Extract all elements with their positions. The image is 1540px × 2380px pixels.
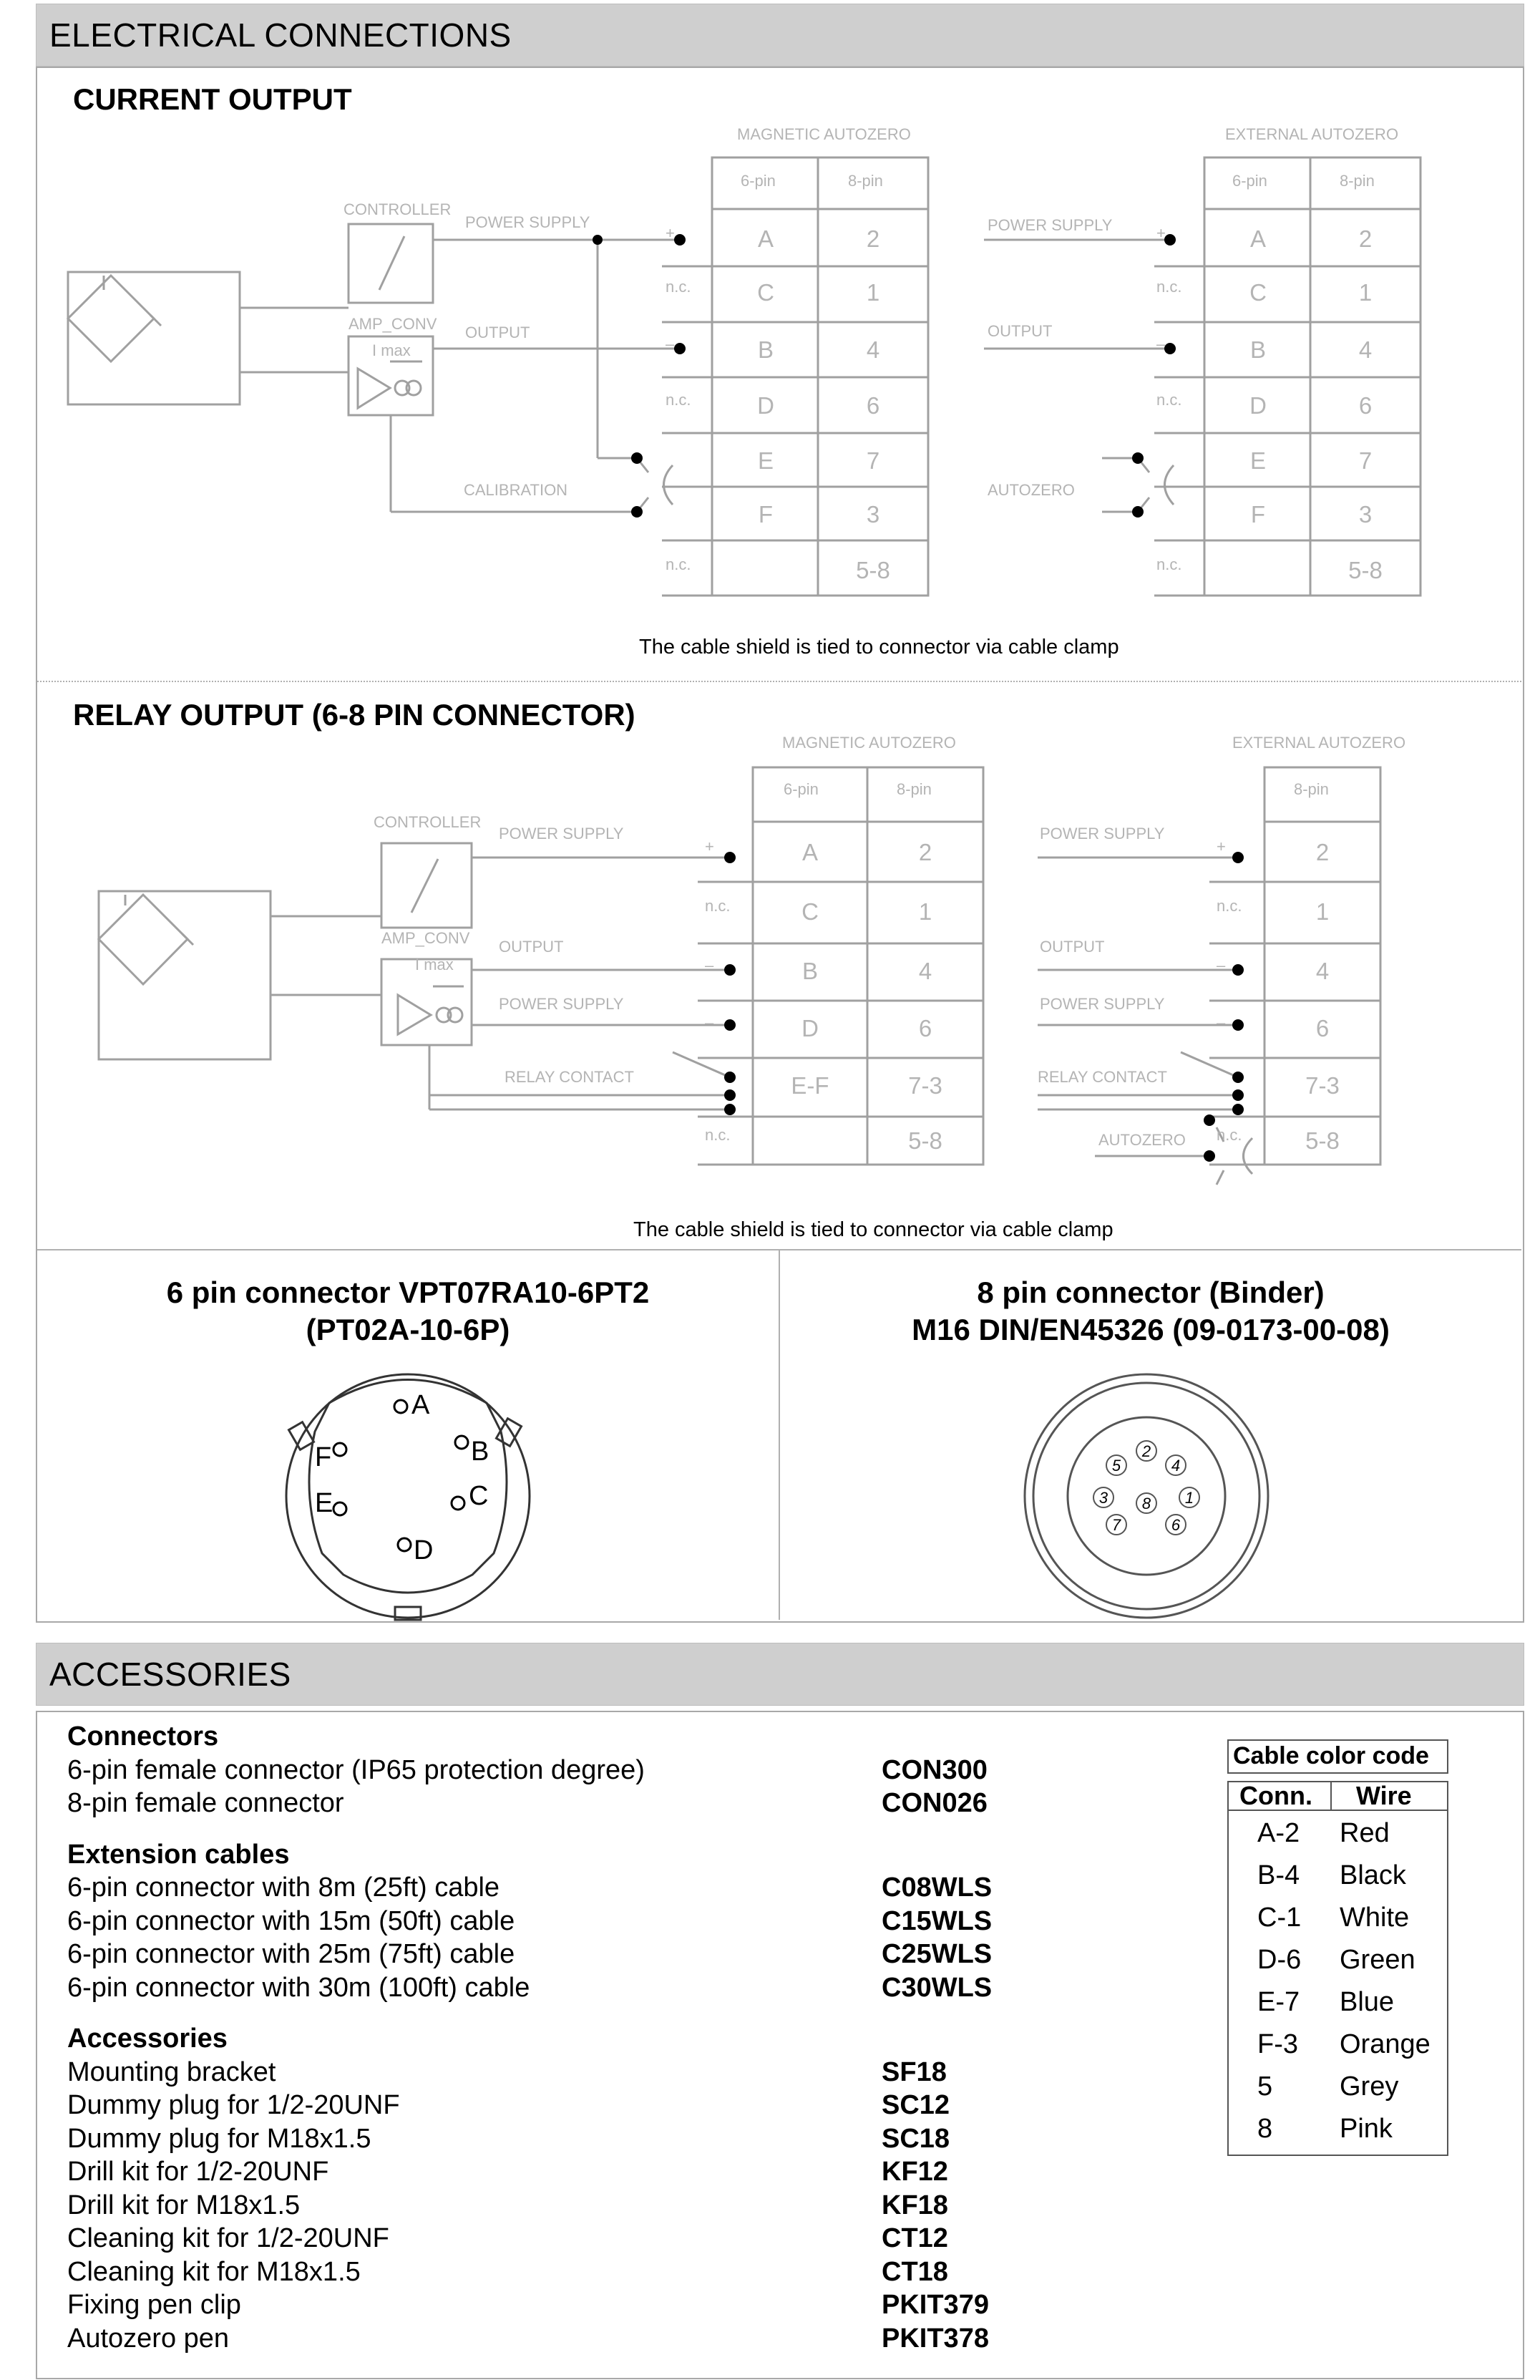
ext-pin6-cell: A [1249, 225, 1267, 252]
pin-6-label: C [469, 1481, 489, 1511]
accessory-item-code: CON300 [882, 1754, 988, 1785]
accessory-group-title: Extension cables [67, 1839, 290, 1870]
accessory-item-code: C15WLS [882, 1905, 993, 1936]
color-code-wire: Red [1340, 1818, 1390, 1848]
relay-autozero-label: AUTOZERO [1098, 1131, 1186, 1149]
color-code-wire: Orange [1340, 2029, 1431, 2059]
ext-pin6-cell: C [1249, 279, 1267, 306]
relay-col-8pin: 8-pin [897, 780, 932, 798]
cable-color-code-title-box [1227, 1739, 1448, 1774]
electrical-header-title: ELECTRICAL CONNECTIONS [49, 16, 512, 54]
accessory-item-label: Drill kit for 1/2-20UNF [67, 2157, 329, 2187]
col-8pin-ext: 8-pin [1340, 172, 1375, 190]
color-code-wire: Blue [1340, 1987, 1395, 2017]
ext-pin8-cell: 5-8 [1348, 557, 1383, 583]
relay-pin6-cell: A [801, 839, 819, 865]
relay-pin8-cell: 1 [918, 898, 932, 925]
accessory-item-label: Drill kit for M18x1.5 [67, 2190, 301, 2220]
relay-row-mark: n.c. [705, 897, 731, 915]
output-label: OUTPUT [465, 324, 530, 341]
ext-pin6-cell: D [1249, 392, 1267, 419]
relay-row-mark-ext: n.c. [1217, 897, 1242, 915]
magnetic-autozero-label: MAGNETIC AUTOZERO [737, 125, 911, 143]
pin-6-label: D [414, 1535, 434, 1565]
relay-pin6-cell: E-F [791, 1072, 829, 1099]
i-max-label: I max [372, 341, 411, 359]
autozero-label: AUTOZERO [988, 481, 1075, 499]
accessory-item-label: Autozero pen [67, 2323, 230, 2354]
color-code-conn: F-3 [1257, 2029, 1298, 2059]
ext-pin8-cell: 6 [1358, 392, 1373, 419]
accessory-group-title: Connectors [67, 1721, 219, 1752]
relay-output-note: The cable shield is tied to connector via cable clamp [633, 1218, 1113, 1241]
accessory-item-label: 6-pin connector with 15m (50ft) cable [67, 1905, 515, 1936]
col-8pin: 8-pin [848, 172, 883, 190]
pin-6-hole [333, 1502, 346, 1515]
relay-pin8-cell: 2 [918, 839, 932, 865]
pin-8-label: 5 [1111, 1457, 1121, 1475]
pin6-cell: C [757, 279, 774, 306]
row-mark: n.c. [666, 278, 691, 296]
color-code-wire: Pink [1340, 2114, 1393, 2144]
pin-8-label: 8 [1141, 1495, 1151, 1512]
relay-ext-pin8-cell: 4 [1315, 958, 1330, 984]
row-mark: – [666, 335, 675, 353]
pin-6-hole [394, 1400, 407, 1413]
relay-ext-pin8-cell: 5-8 [1305, 1127, 1340, 1154]
accessory-item-code: CT18 [882, 2256, 948, 2287]
relay-contact-label: RELAY CONTACT [505, 1068, 634, 1086]
accessories-header-title: ACCESSORIES [49, 1656, 291, 1693]
calibration-label: CALIBRATION [464, 481, 568, 499]
accessory-item-label: 6-pin female connector (IP65 protection degree) [67, 1754, 645, 1785]
power-supply-label: POWER SUPPLY [465, 213, 590, 231]
relay-pin6-cell: B [801, 958, 819, 984]
external-autozero-label: EXTERNAL AUTOZERO [1225, 125, 1399, 143]
pin-8-label: 4 [1171, 1457, 1181, 1475]
relay-ext-pin8-cell: 1 [1315, 898, 1330, 925]
amp-conv-label: AMP_CONV [349, 315, 437, 333]
relay-ext-pin8-cell: 6 [1315, 1015, 1330, 1041]
pin8-cell: 7 [866, 447, 880, 474]
ext-pin6-cell: F [1250, 501, 1266, 528]
relay-ext-pin8-cell: 2 [1315, 839, 1330, 865]
accessory-item-code: SC12 [882, 2090, 950, 2120]
col-conn-header: Conn. [1239, 1781, 1312, 1810]
relay-i-max-label: I max [415, 956, 454, 973]
relay-pin6-cell: D [801, 1015, 819, 1041]
relay-pin8-cell: 5-8 [908, 1127, 942, 1154]
pin-6-label: A [411, 1390, 430, 1420]
relay-row-mark-ext: – [1217, 1014, 1226, 1031]
row-mark-ext: n.c. [1156, 391, 1182, 409]
color-code-conn: D-6 [1257, 1945, 1302, 1975]
pin6-cell: F [758, 501, 774, 528]
pin-6-label: E [315, 1488, 333, 1518]
accessory-item-label: Fixing pen clip [67, 2290, 241, 2320]
current-output-title: CURRENT OUTPUT [73, 82, 352, 116]
accessory-item-label: Cleaning kit for M18x1.5 [67, 2256, 361, 2287]
accessory-item-code: PKIT378 [882, 2323, 989, 2354]
col-wire-header: Wire [1356, 1781, 1412, 1810]
relay-row-mark-ext: – [1217, 956, 1226, 974]
relay-external-autozero-label: EXTERNAL AUTOZERO [1232, 734, 1406, 752]
pin6-cell: A [757, 225, 774, 252]
relay-amp-conv-label: AMP_CONV [381, 929, 470, 947]
pin-8-label: 3 [1098, 1489, 1108, 1507]
relay-power-supply-label: POWER SUPPLY [499, 825, 624, 842]
pin-6-hole [455, 1436, 468, 1449]
relay-output-label: OUTPUT [499, 938, 564, 956]
pin-8-label: 1 [1184, 1489, 1194, 1507]
relay-power-supply-label-2: POWER SUPPLY [499, 995, 624, 1013]
current-output-note: The cable shield is tied to connector via cable clamp [639, 636, 1119, 659]
pin8-cell: 4 [866, 336, 880, 363]
accessory-item-label: Dummy plug for 1/2-20UNF [67, 2090, 400, 2120]
row-mark-ext: + [1156, 224, 1166, 242]
ext-pin8-cell: 4 [1358, 336, 1373, 363]
table-column-divider [1330, 1782, 1332, 1810]
accessory-item-code: C30WLS [882, 1972, 993, 2003]
pin-8-label: 2 [1141, 1442, 1151, 1460]
relay-output-title: RELAY OUTPUT (6-8 PIN CONNECTOR) [73, 698, 635, 732]
accessory-item-code: KF12 [882, 2157, 948, 2187]
col-6pin-ext: 6-pin [1232, 172, 1267, 190]
color-code-wire: White [1340, 1903, 1410, 1933]
row-mark-ext: n.c. [1156, 555, 1182, 573]
relay-ext-pin8-cell: 7-3 [1305, 1072, 1340, 1099]
accessory-group-title: Accessories [67, 2024, 228, 2054]
accessory-item-label: Mounting bracket [67, 2056, 276, 2087]
col-6pin: 6-pin [741, 172, 776, 190]
pin8-cell: 6 [866, 392, 880, 419]
pin-8-label: 7 [1111, 1516, 1121, 1534]
relay-controller-label: CONTROLLER [374, 813, 482, 831]
accessory-item-label: Cleaning kit for 1/2-20UNF [67, 2223, 389, 2253]
pin-6-label: F [315, 1442, 332, 1472]
relay-power-supply-label-ext-2: POWER SUPPLY [1040, 995, 1165, 1013]
relay-output-label-ext: OUTPUT [1040, 938, 1105, 956]
output-label-ext: OUTPUT [988, 322, 1053, 340]
pin-8-label: 6 [1171, 1516, 1181, 1534]
accessory-item-label: 6-pin connector with 30m (100ft) cable [67, 1972, 530, 2003]
row-mark: n.c. [666, 555, 691, 573]
accessory-item-label: 6-pin connector with 8m (25ft) cable [67, 1873, 500, 1903]
relay-col-8pin-ext: 8-pin [1294, 780, 1329, 798]
connector-6-title-line2: (PT02A-10-6P) [306, 1313, 510, 1346]
cable-color-code-title: Cable color code [1233, 1742, 1429, 1769]
cable-color-code-table [1227, 1781, 1448, 2156]
relay-contact-label-ext: RELAY CONTACT [1038, 1068, 1167, 1086]
accessory-item-label: Dummy plug for M18x1.5 [67, 2123, 371, 2154]
connector-6-title-line1: 6 pin connector VPT07RA10-6PT2 [166, 1276, 650, 1309]
pin6-cell: D [757, 392, 774, 419]
color-code-conn: B-4 [1257, 1860, 1300, 1890]
row-mark: + [666, 224, 675, 242]
ext-pin8-cell: 1 [1358, 279, 1373, 306]
accessory-item-code: SC18 [882, 2123, 950, 2154]
ext-pin8-cell: 2 [1358, 225, 1373, 252]
color-code-wire: Grey [1340, 2071, 1399, 2102]
accessory-item-code: KF18 [882, 2190, 948, 2220]
power-supply-label-ext: POWER SUPPLY [988, 216, 1113, 234]
pin8-cell: 1 [866, 279, 880, 306]
pin6-cell: B [757, 336, 774, 363]
relay-row-mark: + [705, 837, 714, 855]
ext-pin8-cell: 7 [1358, 447, 1373, 474]
relay-row-mark: – [705, 1014, 714, 1031]
pin-6-hole [333, 1443, 346, 1456]
ext-pin8-cell: 3 [1358, 501, 1373, 528]
relay-pin8-cell: 7-3 [908, 1072, 942, 1099]
color-code-conn: A-2 [1257, 1818, 1300, 1848]
relay-row-mark-ext: n.c. [1217, 1126, 1242, 1144]
accessory-item-code: PKIT379 [882, 2290, 989, 2320]
relay-row-mark: n.c. [705, 1126, 731, 1144]
accessory-item-code: C25WLS [882, 1939, 993, 1969]
color-code-conn: 5 [1257, 2071, 1273, 2102]
accessory-item-label: 8-pin female connector [67, 1788, 344, 1818]
accessory-item-code: CT12 [882, 2223, 948, 2253]
accessory-item-code: CON026 [882, 1788, 988, 1818]
color-code-conn: C-1 [1257, 1903, 1302, 1933]
relay-row-mark: – [705, 956, 714, 974]
color-code-conn: E-7 [1257, 1987, 1300, 2017]
color-code-wire: Green [1340, 1945, 1415, 1975]
pin-6-hole [398, 1538, 411, 1551]
relay-row-mark-ext: + [1217, 837, 1226, 855]
row-mark-ext: – [1156, 335, 1166, 353]
pin8-cell: 2 [866, 225, 880, 252]
relay-pin6-cell: C [801, 898, 819, 925]
row-mark: n.c. [666, 391, 691, 409]
relay-pin8-cell: 4 [918, 958, 932, 984]
connector-8-title-line1: 8 pin connector (Binder) [977, 1276, 1325, 1309]
ext-pin6-cell: B [1249, 336, 1267, 363]
accessory-item-label: 6-pin connector with 25m (75ft) cable [67, 1939, 515, 1969]
accessories-header [36, 1643, 1524, 1706]
color-code-wire: Black [1340, 1860, 1406, 1890]
relay-col-6pin: 6-pin [784, 780, 819, 798]
accessory-item-code: SF18 [882, 2056, 947, 2087]
pin6-cell: E [757, 447, 774, 474]
row-mark-ext: n.c. [1156, 278, 1182, 296]
accessory-item-code: C08WLS [882, 1873, 993, 1903]
relay-power-supply-label-ext: POWER SUPPLY [1040, 825, 1165, 842]
connector-8-title-line2: M16 DIN/EN45326 (09-0173-00-08) [912, 1313, 1390, 1346]
pin-6-hole [452, 1497, 464, 1510]
ext-pin6-cell: E [1249, 447, 1267, 474]
relay-pin8-cell: 6 [918, 1015, 932, 1041]
color-code-conn: 8 [1257, 2114, 1273, 2144]
pin8-cell: 3 [866, 501, 880, 528]
controller-label: CONTROLLER [343, 200, 452, 218]
relay-magnetic-autozero-label: MAGNETIC AUTOZERO [782, 734, 956, 752]
pin-6-label: B [471, 1437, 489, 1467]
pin8-cell: 5-8 [856, 557, 890, 583]
